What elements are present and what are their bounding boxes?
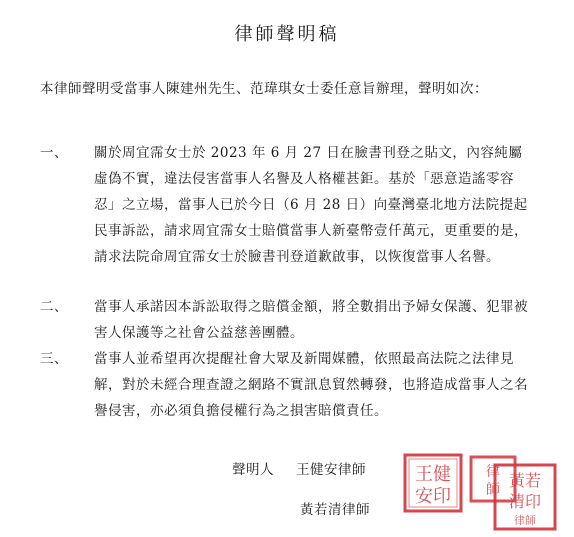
svg-text:師: 師 [486, 482, 500, 498]
document-title: 律師聲明稿 [234, 24, 340, 45]
svg-text:王健: 王健 [415, 464, 451, 485]
signature-line-1 [232, 458, 366, 478]
intro-paragraph: 本律師聲明受當事人陳建州先生、范瑋琪女士委任意旨辦理，聲明如次： [40, 81, 488, 97]
svg-text:律師: 律師 [514, 514, 536, 527]
lawyer-name-1: 王健安律師 [296, 462, 366, 478]
item-text: 關於周宜霈女士於 2023 年 6 月 27 日在臉書刊登之貼文，內容純屬虛偽不實，違法侵害當事人名譽及人格權甚鉅。基於「惡意造謠零容忍」之立場，當事人已於今日（6 月 28 日）向臺灣臺北地方法院提起民事訴訟，請求周宜霈女士賠償當事人新臺幣壹仟萬元，更重要的是，請求法院命周宜霈女士於臉書刊登道歉啟事，以恢復當事人名譽。 [94, 145, 528, 265]
statement-item-1 [40, 140, 530, 270]
item-number: 三、 [40, 351, 68, 367]
seal-stamp-3 [492, 462, 558, 532]
lawyer-name-2: 黃若清律師 [300, 502, 370, 518]
svg-text:安印: 安印 [415, 486, 451, 507]
statement-item-3 [40, 346, 530, 424]
svg-text:律: 律 [486, 464, 500, 480]
item-text: 當事人並希望再次提醒社會大眾及新聞媒體，依照最高法院之法律見解，對於未經合理查證之網路不實訊息貿然轉發，也將造成當事人之名譽侵害，亦必須負擔侵權行為之損害賠償責任。 [94, 351, 528, 419]
item-number: 一、 [40, 145, 68, 161]
item-text: 當事人承諾因本訴訟取得之賠償金額，將全數捐出予婦女保護、犯罪被害人保護等之社會公益慈善團體。 [94, 299, 528, 341]
seal-stamp-1 [402, 452, 464, 514]
svg-text:黃若: 黃若 [508, 471, 542, 490]
svg-text:清印: 清印 [508, 492, 542, 511]
signature-line-2 [300, 498, 370, 518]
statement-item-2 [40, 294, 530, 346]
declarant-label: 聲明人 [232, 462, 274, 478]
item-number: 二、 [40, 299, 68, 315]
